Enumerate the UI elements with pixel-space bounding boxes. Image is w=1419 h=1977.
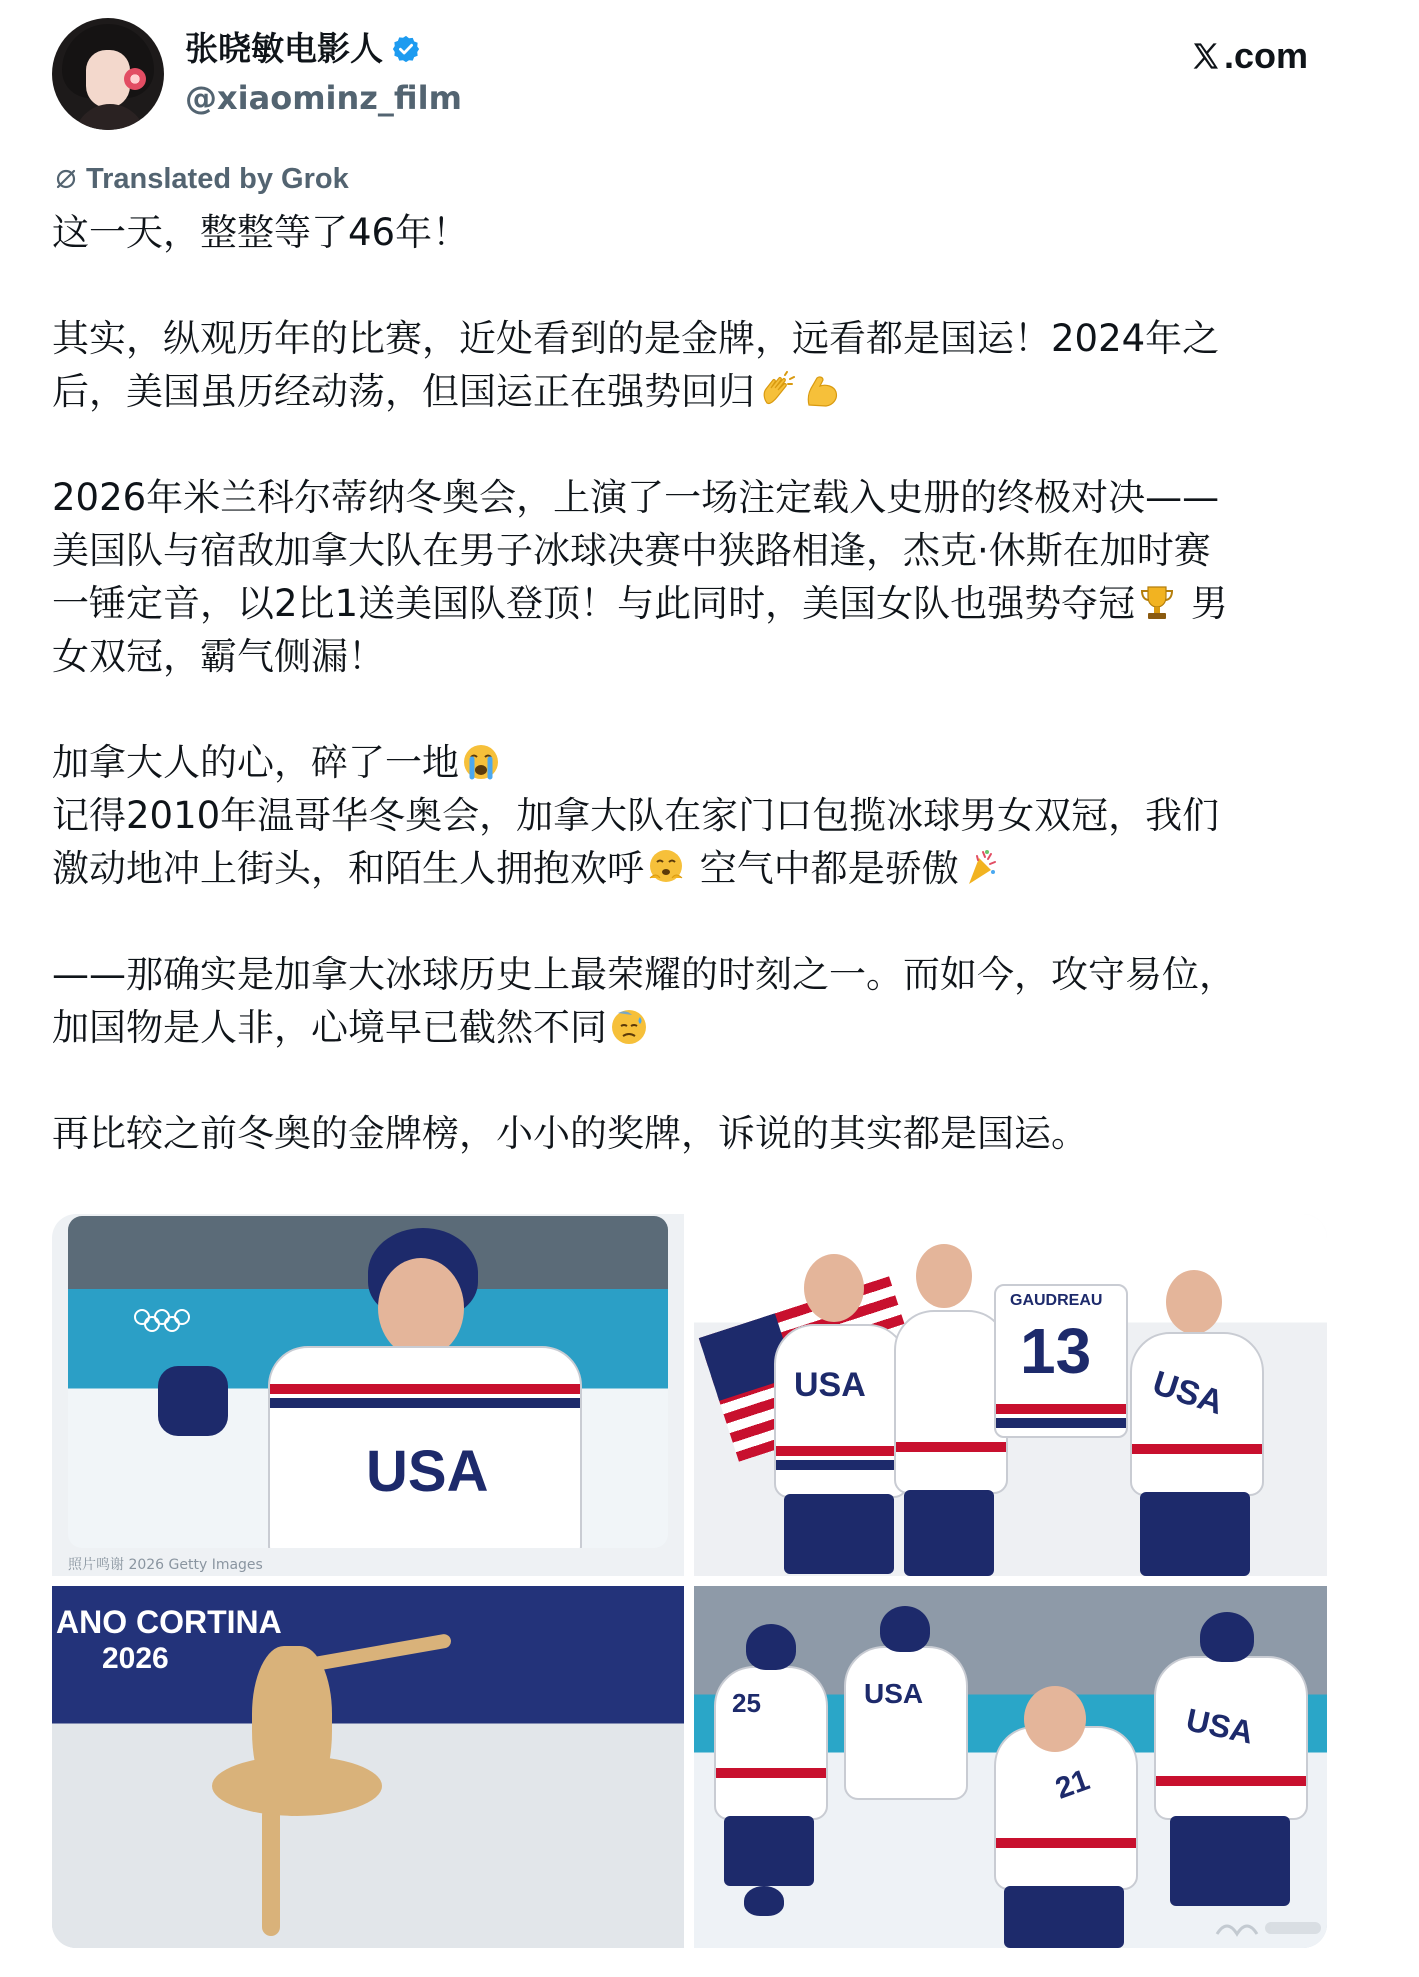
- usa-jersey: [714, 1666, 828, 1820]
- skater-arm: [302, 1633, 452, 1673]
- text-segment: 其实，纵观历年的比赛，近处看到的是金牌，远看都是国运！2024年之: [52, 317, 1220, 360]
- milano-cortina-banner-text: ANO CORTINA: [56, 1604, 282, 1640]
- jersey-number-text: 21: [1051, 1763, 1094, 1806]
- text-segment: 加拿大人的心，碎了一地: [52, 741, 459, 784]
- helmet: [1200, 1612, 1254, 1662]
- text-segment: 记得2010年温哥华冬奥会，加拿大队在家门口包揽冰球男女双冠，我们: [52, 794, 1220, 837]
- jersey-stripe: [996, 1838, 1136, 1848]
- usa-jersey: [268, 1346, 582, 1548]
- jersey-usa-text: USA: [1183, 1701, 1257, 1751]
- skater-leg: [262, 1806, 280, 1936]
- x-brand: [1190, 34, 1308, 78]
- translated-label: Translated by Grok: [86, 163, 349, 195]
- text-line: [52, 948, 1322, 1001]
- photo-figure-skater[interactable]: [52, 1586, 684, 1948]
- jersey-stripe: [716, 1768, 826, 1778]
- held-jersey: [994, 1284, 1128, 1438]
- paragraph-3: [52, 471, 1322, 683]
- jersey-stripe: [270, 1398, 580, 1408]
- paragraph-6: [52, 1107, 1322, 1160]
- text-segment: 男: [1179, 582, 1228, 625]
- text-segment: 一锤定音，以2比1送美国队登顶！与此同时，美国女队也强势夺冠: [52, 582, 1136, 625]
- text-segment: 后，美国虽历经动荡，但国运正在强势回归: [52, 370, 755, 413]
- text-line: [52, 736, 1322, 789]
- text-line: [52, 789, 1322, 842]
- text-segment: ——那确实是加拿大冰球历史上最荣耀的时刻之一。而如今，攻守易位，: [52, 953, 1236, 996]
- photo-credit: 照片鸣谢 2026 Getty Images: [68, 1557, 263, 1573]
- text-line: [52, 1107, 1322, 1160]
- jersey-stripe: [996, 1418, 1126, 1428]
- player-face: [916, 1244, 972, 1308]
- text-line: [52, 1001, 1322, 1054]
- jersey-stripe: [270, 1384, 580, 1394]
- paragraph-5: [52, 948, 1322, 1054]
- text-line: [52, 312, 1322, 365]
- olympic-rings-icon: [132, 1308, 192, 1332]
- helmet: [746, 1624, 796, 1670]
- jersey-name-text: GAUDREAU: [1010, 1292, 1103, 1309]
- translated-by-grok[interactable]: [54, 162, 349, 196]
- paragraph-4: [52, 736, 1322, 895]
- photo-3-image: [52, 1586, 684, 1948]
- jersey-number-text: 13: [1020, 1315, 1092, 1387]
- usa-jersey: [994, 1726, 1138, 1890]
- jersey-usa-text: USA: [366, 1439, 489, 1504]
- usa-jersey: [774, 1324, 908, 1498]
- media-grid: [52, 1214, 1327, 1948]
- jersey-stripe: [896, 1442, 1006, 1452]
- avatar-flower: [124, 68, 146, 90]
- text-line: [52, 630, 1322, 683]
- watermark-icon: [1207, 1914, 1327, 1942]
- text-line: [52, 471, 1322, 524]
- jersey-stripe: [996, 1404, 1126, 1414]
- pants: [1170, 1816, 1290, 1906]
- usa-jersey: [844, 1646, 968, 1800]
- paragraph-1: [52, 206, 1322, 259]
- pants: [724, 1816, 814, 1886]
- text-line: [52, 577, 1322, 630]
- usa-jersey: [1154, 1656, 1308, 1820]
- paragraph-2: [52, 312, 1322, 418]
- text-line: [52, 365, 1322, 418]
- glove: [158, 1366, 228, 1436]
- jersey-number-text: 25: [732, 1688, 761, 1718]
- dropped-helmet: [744, 1886, 784, 1916]
- text-segment: 这一天，整整等了46年！: [52, 211, 470, 254]
- jersey-stripe: [776, 1460, 906, 1470]
- text-line: [52, 524, 1322, 577]
- loudly-crying-face-icon: [461, 742, 501, 782]
- photo-2-image: [694, 1214, 1327, 1576]
- photo-4-image: [694, 1586, 1327, 1948]
- flexed-biceps-icon: [801, 371, 841, 411]
- helmet: [880, 1606, 930, 1652]
- skater-skirt: [212, 1756, 382, 1816]
- jersey-stripe: [1156, 1776, 1306, 1786]
- text-segment: 美国队与宿敌加拿大队在男子冰球决赛中狭路相逢，杰克·休斯在加时赛: [52, 529, 1211, 572]
- banner-year-text: 2026: [102, 1642, 169, 1675]
- downcast-sweat-face-icon: [609, 1007, 649, 1047]
- x-logo-icon: [1190, 40, 1222, 72]
- pants: [1140, 1492, 1250, 1576]
- text-segment: 加国物是人非，心境早已截然不同: [52, 1006, 607, 1049]
- trophy-icon: [1137, 583, 1177, 623]
- display-name[interactable]: 张晓敏电影人: [185, 29, 383, 68]
- player-face: [1166, 1270, 1222, 1334]
- post-body: [52, 206, 1322, 1160]
- grok-icon: [54, 167, 78, 191]
- photo-hockey-celebration[interactable]: [52, 1214, 684, 1576]
- clapping-hands-icon: [757, 371, 797, 411]
- text-segment: 空气中都是骄傲: [688, 847, 959, 890]
- photo-team-with-flag[interactable]: [694, 1214, 1327, 1576]
- text-segment: 女双冠，霸气侧漏！: [52, 635, 385, 678]
- usa-jersey: [1130, 1332, 1264, 1496]
- jersey-usa-text: USA: [1148, 1363, 1229, 1423]
- jersey-usa-text: USA: [864, 1678, 924, 1709]
- usa-jersey: [894, 1310, 1008, 1494]
- hugging-face-icon: [646, 848, 686, 888]
- text-segment: 激动地冲上街头，和陌生人拥抱欢呼: [52, 847, 644, 890]
- player-face: [1024, 1686, 1086, 1752]
- x-brand-text: .com: [1224, 35, 1309, 76]
- pants: [784, 1494, 894, 1574]
- author-handle[interactable]: @xiaominz_film: [185, 79, 462, 117]
- jersey-stripe: [776, 1446, 906, 1456]
- text-line: [52, 206, 1322, 259]
- confetti-ball-icon: [961, 848, 1001, 888]
- verified-badge-icon: [391, 34, 421, 64]
- player-face: [804, 1254, 864, 1322]
- pants: [904, 1490, 994, 1576]
- avatar-shoulder: [74, 104, 146, 130]
- jersey-usa-text: USA: [794, 1366, 866, 1404]
- photo-1-image: [68, 1216, 668, 1548]
- jersey-stripe: [1132, 1444, 1262, 1454]
- avatar[interactable]: [52, 18, 164, 130]
- text-segment: 再比较之前冬奥的金牌榜，小小的奖牌，诉说的其实都是国运。: [52, 1112, 1088, 1155]
- player-face: [378, 1258, 464, 1358]
- author-name-row[interactable]: [185, 28, 421, 70]
- text-line: [52, 842, 1322, 895]
- photo-team-celebration[interactable]: [694, 1586, 1327, 1948]
- text-segment: 2026年米兰科尔蒂纳冬奥会，上演了一场注定载入史册的终极对决——: [52, 476, 1220, 519]
- pants: [1004, 1886, 1124, 1948]
